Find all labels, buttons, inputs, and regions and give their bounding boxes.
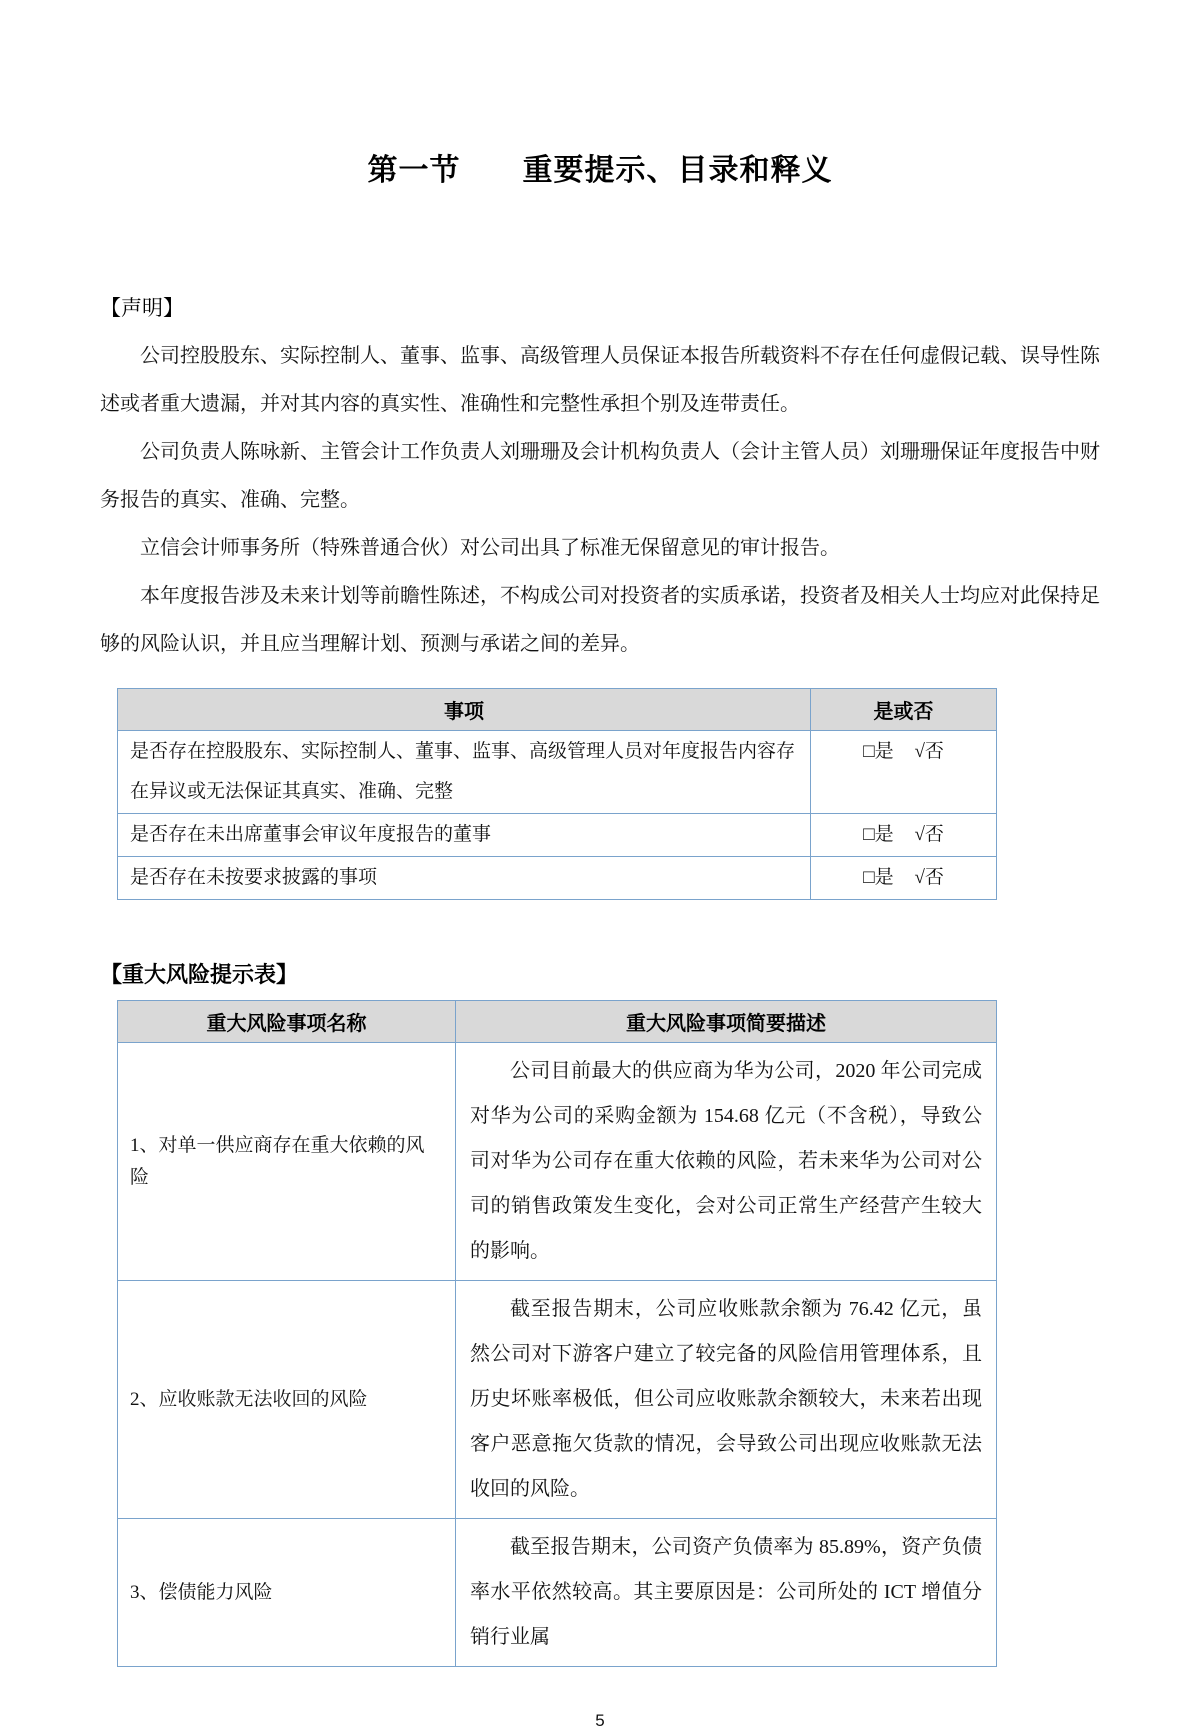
table-row — [118, 731, 997, 814]
no-option — [914, 741, 943, 762]
no-option — [914, 867, 943, 888]
answer-cell — [811, 731, 997, 814]
paragraph: 立信会计师事务所（特殊普通合伙）对公司出具了标准无保留意见的审计报告。 — [140, 537, 840, 559]
item-text: 是否存在控股股东、实际控制人、董事、监事、高级管理人员对年度报告内容存在异议或无法保证其真实、准确、完整 — [118, 731, 811, 814]
statement-section — [100, 284, 1100, 668]
risk-name: 1、对单一供应商存在重大依赖的风险 — [118, 1043, 456, 1281]
risk-name: 2、应收账款无法收回的风险 — [118, 1281, 456, 1519]
checkbox-unchecked-icon: □ — [863, 824, 875, 845]
no-label: 否 — [924, 824, 944, 845]
column-header-risk-desc: 重大风险事项简要描述 — [456, 1001, 997, 1043]
yes-option — [863, 867, 894, 888]
paragraph: 公司负责人陈咏新、主管会计工作负责人刘珊珊及会计机构负责人（会计主管人员）刘珊珊保证年度报告中财务报告的真实、准确、完整。 — [100, 441, 1100, 511]
item-text: 是否存在未按要求披露的事项 — [118, 857, 811, 900]
risk-name: 3、偿债能力风险 — [118, 1519, 456, 1667]
check-icon: √ — [914, 824, 925, 845]
checkbox-unchecked-icon: □ — [863, 741, 875, 762]
table-row — [118, 1043, 997, 1281]
table-row — [118, 857, 997, 900]
no-label: 否 — [924, 867, 944, 888]
compliance-table — [117, 688, 997, 900]
yes-option — [863, 741, 894, 762]
column-header-risk-name: 重大风险事项名称 — [118, 1001, 456, 1043]
page-number: 5 — [595, 1711, 605, 1730]
section-title: 第一节 重要提示、目录和释义 — [367, 154, 833, 187]
table-row — [118, 814, 997, 857]
column-header-item: 事项 — [118, 689, 811, 731]
item-text: 是否存在未出席董事会审议年度报告的董事 — [118, 814, 811, 857]
check-icon: √ — [914, 741, 925, 762]
risk-section-heading: 【重大风险提示表】 — [100, 962, 299, 987]
paragraph: 本年度报告涉及未来计划等前瞻性陈述，不构成公司对投资者的实质承诺，投资者及相关人士均应对此保持足够的风险认识，并且应当理解计划、预测与承诺之间的差异。 — [100, 585, 1100, 655]
table-header-row — [118, 1001, 997, 1043]
yes-label: 是 — [874, 824, 894, 845]
risk-description: 截至报告期末，公司应收账款余额为 76.42 亿元，虽然公司对下游客户建立了较完备的风险信用管理体系，且历史坏账率极低，但公司应收账款余额较大，未来若出现客户恶意拖欠货款的情况，会导致公司出现应收账款无法收回的风险。 — [456, 1281, 997, 1519]
risk-description: 公司目前最大的供应商为华为公司，2020 年公司完成对华为公司的采购金额为 154.68 亿元（不含税），导致公司对华为公司存在重大依赖的风险，若未来华为公司对公司的销售政策发生变化，会对公司正常生产经营产生较大的影响。 — [456, 1043, 997, 1281]
no-label: 否 — [924, 741, 944, 762]
checkbox-unchecked-icon: □ — [863, 867, 875, 888]
risk-description: 截至报告期末，公司资产负债率为 85.89%，资产负债率水平依然较高。其主要原因是：公司所处的 ICT 增值分销行业属 — [456, 1519, 997, 1667]
answer-cell — [811, 857, 997, 900]
table-row — [118, 1281, 997, 1519]
no-option — [914, 824, 943, 845]
yes-label: 是 — [874, 867, 894, 888]
risk-table — [117, 1000, 997, 1667]
check-icon: √ — [914, 867, 925, 888]
table-row — [118, 1519, 997, 1667]
table-header-row — [118, 689, 997, 731]
yes-label: 是 — [874, 741, 894, 762]
statement-heading: 【声明】 — [100, 296, 184, 320]
yes-option — [863, 824, 894, 845]
column-header-yesno: 是或否 — [811, 689, 997, 731]
answer-cell — [811, 814, 997, 857]
paragraph: 公司控股股东、实际控制人、董事、监事、高级管理人员保证本报告所载资料不存在任何虚假记载、误导性陈述或者重大遗漏，并对其内容的真实性、准确性和完整性承担个别及连带责任。 — [100, 345, 1100, 415]
